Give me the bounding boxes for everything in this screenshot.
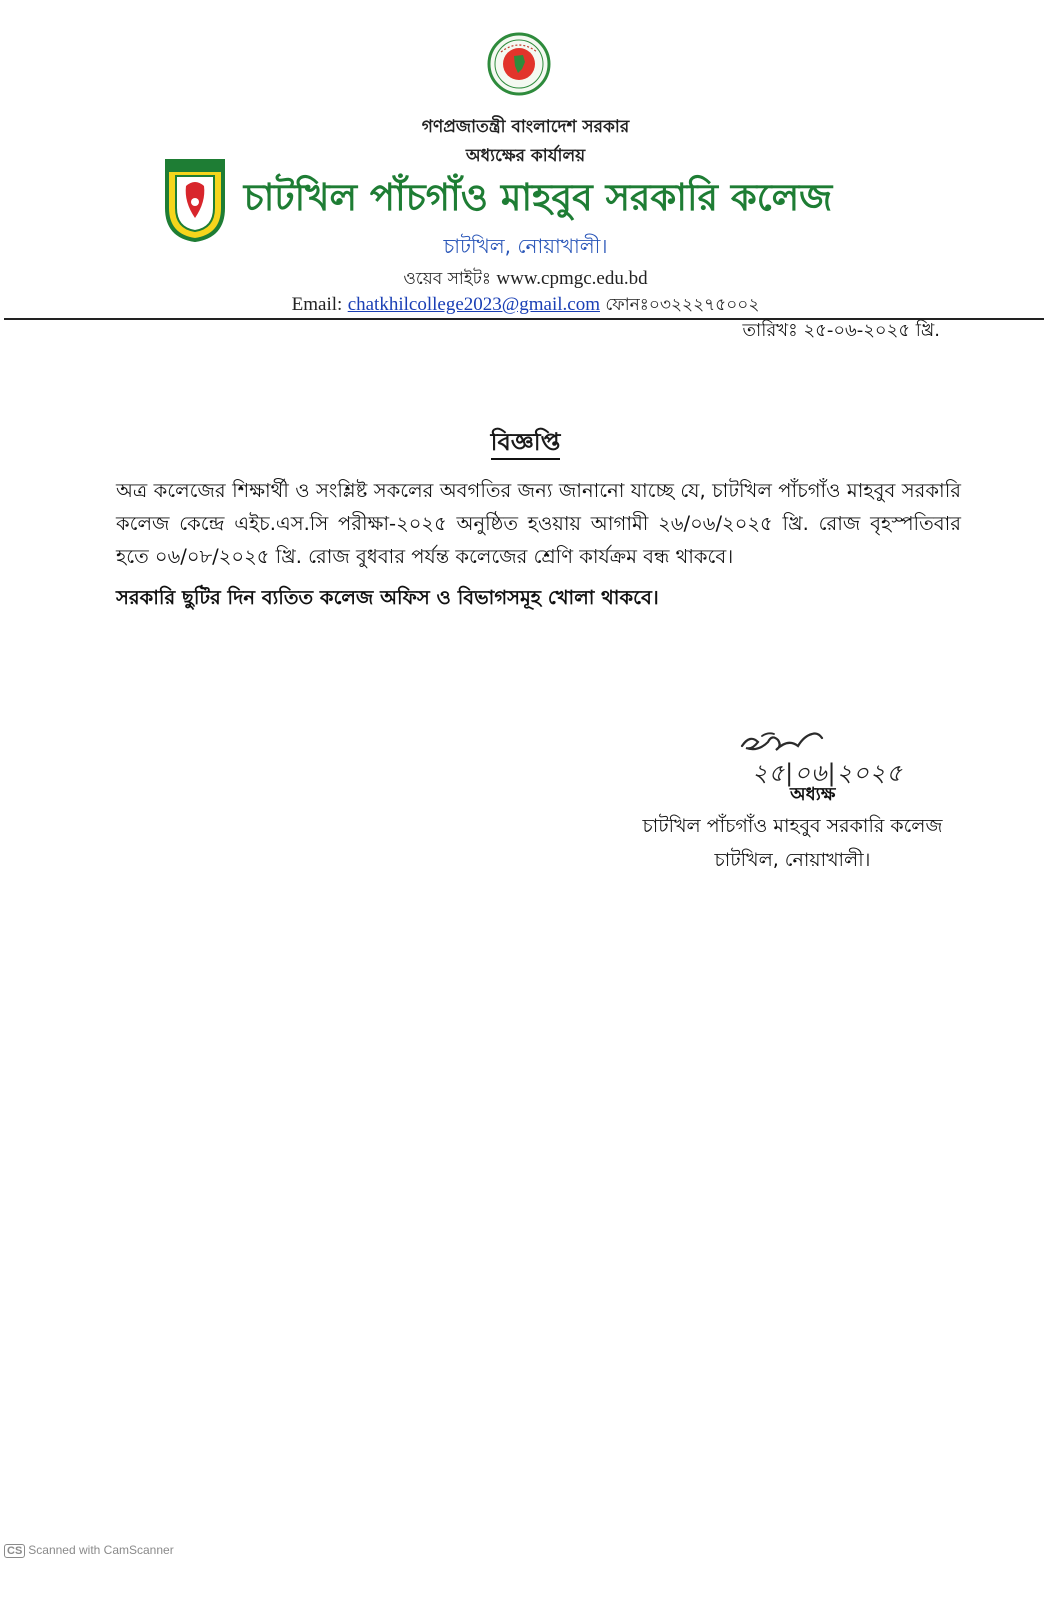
camscanner-logo-icon: CS bbox=[4, 1544, 25, 1558]
website-label: ওয়েব সাইটঃ bbox=[403, 269, 491, 289]
phone-number: ০৩২২২৭৫০০২ bbox=[648, 295, 760, 315]
college-location: চাটখিল, নোয়াখালী। bbox=[443, 234, 608, 258]
notice-title bbox=[0, 424, 1051, 464]
signature-date: ২৫|০৬|২০২৫ bbox=[752, 759, 903, 787]
website-url[interactable]: www.cpmgc.edu.bd bbox=[496, 268, 648, 289]
camscanner-watermark bbox=[4, 1543, 174, 1558]
notice-body: অত্র কলেজের শিক্ষার্থী ও সংশ্লিষ্ট সকলের অবগতির জন্য জানানো যাচ্ছে যে, চাটখিল পাঁচগাঁও মাহবুব সরকারি কলেজ কেন্দ্রে এইচ.এস.সি পরীক্ষা-২০২৫ অনুষ্ঠিত হওয়ায় আগামী ২৬/০৬/২০২৫ খ্রি. রোজ বৃহস্পতিবার হতে ০৬/০৮/২০২৫ খ্রি. রোজ বুধবার পর্যন্ত কলেজের শ্রেণি কার্যক্রম বন্ধ থাকবে। bbox=[116, 479, 961, 568]
email-label: Email: bbox=[291, 294, 343, 315]
notice-date: তারিখঃ ২৫-০৬-২০২৫ খ্রি. bbox=[742, 320, 940, 341]
notice-title-text: বিজ্ঞপ্তি bbox=[491, 428, 561, 460]
signatory-college: চাটখিল পাঁচগাঁও মাহবুব সরকারি কলেজ bbox=[642, 815, 943, 837]
college-logo-icon bbox=[164, 158, 226, 242]
camscanner-text: Scanned with CamScanner bbox=[28, 1543, 174, 1557]
notice-note: সরকারি ছুটির দিন ব্যতিত কলেজ অফিস ও বিভাগসমূহ খোলা থাকবে। bbox=[116, 586, 659, 609]
phone-label: ফোনঃ bbox=[605, 295, 649, 315]
website-row bbox=[0, 266, 1051, 294]
college-name: চাটখিল পাঁচগাঁও মাহবুব সরকারি কলেজ bbox=[243, 176, 833, 219]
government-name: গণপ্রজাতন্ত্রী বাংলাদেশ সরকার bbox=[421, 117, 630, 137]
bangladesh-government-seal-icon bbox=[487, 32, 551, 96]
email-link[interactable]: chatkhilcollege2023@gmail.com bbox=[347, 294, 600, 315]
office-name: অধ্যক্ষের কার্যালয় bbox=[465, 146, 586, 166]
signatory-location: চাটখিল, নোয়াখালী। bbox=[714, 849, 871, 871]
signatory-title: অধ্যক্ষ bbox=[790, 784, 836, 805]
